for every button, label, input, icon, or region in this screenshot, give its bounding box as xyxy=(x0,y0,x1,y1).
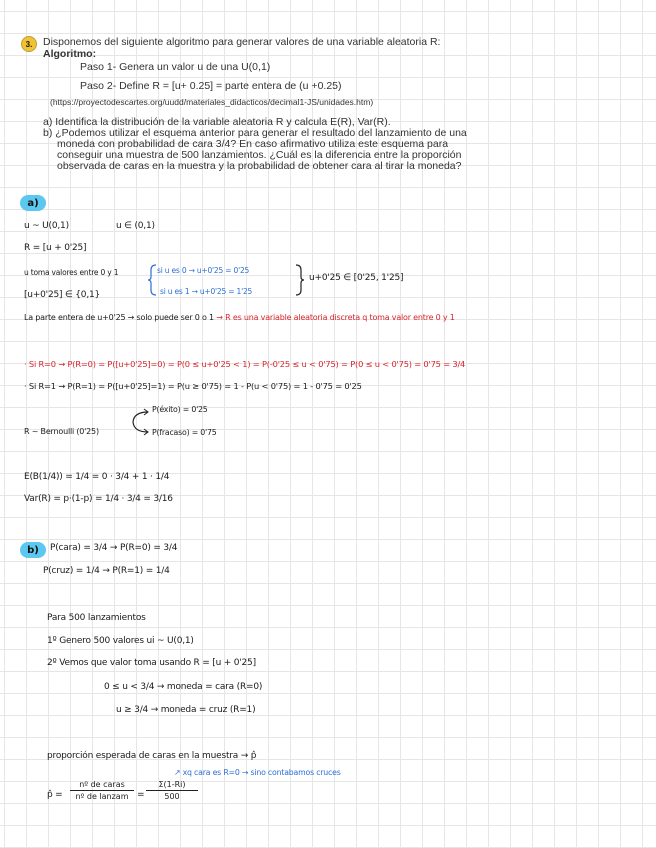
expected-proportion-heading: proporción esperada de caras en la muestra → p̂ xyxy=(47,751,257,761)
uniform-distribution: u ~ U(0,1) xyxy=(24,221,69,231)
question-b-line-4: observada de caras en la muestra y la probabilidad de obtener cara al tirar la moneda? xyxy=(57,160,462,172)
fraction-caras-lanzamientos xyxy=(70,780,134,801)
bernoulli-distribution: R ~ Bernoulli (0'25) xyxy=(24,427,99,436)
sum-numerator: Σ(1-Ri) xyxy=(158,780,186,789)
problem-intro: Disponemos del siguiente algoritmo para generar valores de una variable aleatoria R: xyxy=(43,36,441,48)
algorithm-label: Algoritmo: xyxy=(43,48,97,60)
fraction-sum xyxy=(146,780,198,801)
expectation: E(B(1/4)) = 1/4 = 0 · 3/4 + 1 · 1/4 xyxy=(24,472,170,482)
u-range-text: u toma valores entre 0 y 1 xyxy=(24,268,119,277)
conclusion-line xyxy=(24,313,455,322)
question-b-line-2: moneda con probabilidad de cara 3/4? En caso afirmativo utiliza este esquema para xyxy=(57,138,449,150)
p-fracaso: P(fracaso) = 0'75 xyxy=(152,428,217,437)
branch-u-one: si u es 1 → u+0'25 = 1'25 xyxy=(160,287,253,296)
split-arrows-icon xyxy=(128,408,150,436)
algorithm-step-1: Paso 1- Genera un valor u de una U(0,1) xyxy=(80,61,271,73)
conclusion-black-text: La parte entera de u+0'25 → solo puede ser 0 o 1 xyxy=(24,313,214,322)
question-a: a) Identifica la distribución de la variable aleatoria R y calcula E(R), Var(R). xyxy=(43,116,391,128)
question-b-line-1: b) ¿Podemos utilizar el esquema anterior para generar el resultado del lanzamiento de una xyxy=(43,127,467,139)
probability-r-zero: · Si R=0 → P(R=0) = P([u+0'25]=0) = P(0 ≤ u+0'25 < 1) = P(-0'25 ≤ u < 0'75) = P(0 ≤ u < 0'75) = 0'75 = 3/4 xyxy=(24,359,466,369)
fraction-denominator: nº de lanzam xyxy=(75,792,129,801)
note-cara-zero: ↗ xq cara es R=0 → sino contabamos cruces xyxy=(174,768,341,777)
para-500-heading: Para 500 lanzamientos xyxy=(47,613,146,623)
conclusion-red-text: → R es una variable aleatoria discreta q toma valor entre 0 y 1 xyxy=(216,313,455,322)
p-hat-label: p̂ = xyxy=(47,790,63,800)
p-cruz: P(cruz) = 1/4 → P(R=1) = 1/4 xyxy=(43,566,170,576)
question-b-line-3: conseguir una muestra de 500 lanzamientos. ¿Cuál es la diferencia entre la proporción xyxy=(57,149,462,161)
problem-number-badge: 3. xyxy=(21,36,37,52)
step-evaluate: 2º Vemos que valor toma usando R = [u + 0'25] xyxy=(47,658,256,668)
u-plus-range: u+0'25 ∈ [0'25, 1'25] xyxy=(309,273,404,283)
section-a-badge: a) xyxy=(20,195,46,211)
section-b-badge: b) xyxy=(20,542,46,558)
p-cara: P(cara) = 3/4 → P(R=0) = 3/4 xyxy=(50,543,178,553)
step-generate: 1º Genero 500 valores ui ~ U(0,1) xyxy=(47,636,194,646)
equals-sign: = xyxy=(137,790,145,800)
integer-part-set: [u+0'25] ∈ {0,1} xyxy=(24,290,101,300)
case-cruz: u ≥ 3/4 → moneda = cruz (R=1) xyxy=(116,705,256,715)
right-brace-icon xyxy=(294,264,304,296)
sum-denominator: 500 xyxy=(164,792,180,801)
u-domain: u ∈ (0,1) xyxy=(116,221,155,231)
p-exito: P(éxito) = 0'25 xyxy=(152,405,208,414)
source-link: (https://proyectodescartes.org/uudd/materiales_didacticos/decimal1-JS/unidades.htm) xyxy=(50,97,374,107)
case-cara: 0 ≤ u < 3/4 → moneda = cara (R=0) xyxy=(104,682,263,692)
r-definition: R = [u + 0'25] xyxy=(24,243,87,253)
variance: Var(R) = p·(1-p) = 1/4 · 3/4 = 3/16 xyxy=(24,494,173,504)
probability-r-one: · Si R=1 → P(R=1) = P([u+0'25]=1) = P(u ≥ 0'75) = 1 - P(u < 0'75) = 1 - 0'75 = 0'25 xyxy=(24,381,362,391)
algorithm-step-2: Paso 2- Define R = [u+ 0.25] = parte entera de (u +0.25) xyxy=(80,80,342,92)
branch-u-zero: si u es 0 → u+0'25 = 0'25 xyxy=(157,266,250,275)
fraction-numerator: nº de caras xyxy=(79,780,125,789)
